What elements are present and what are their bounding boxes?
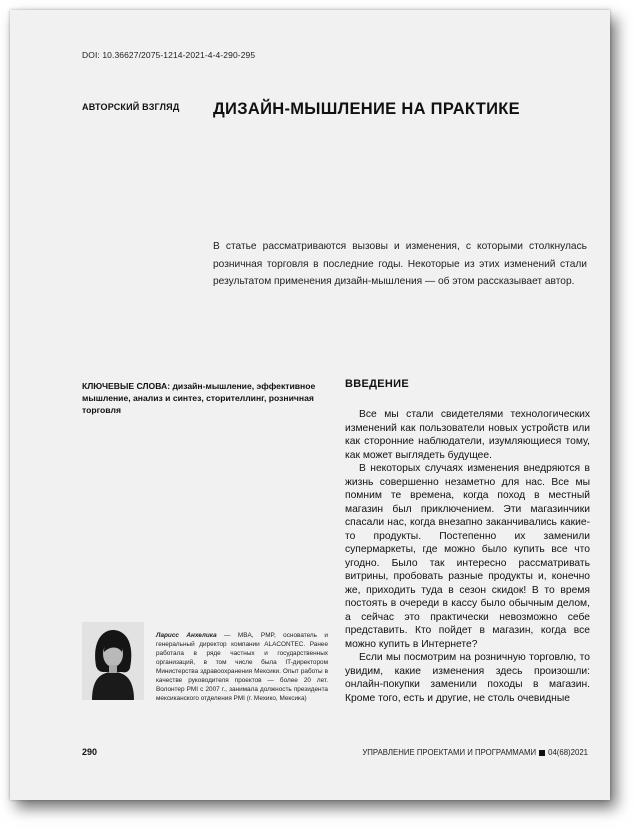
intro-paragraph: В некоторых случаях изменения внедряются в жизнь совершенно незаметно для нас. Все мы помним те времена, когда поход в местный магазин был приключением. Эти магазинчики спасали нас, когда внезапно заканчивались какие-то продукты. Постепенно их заменили супермаркеты, где можно было купить все что угодно. Было так интересно рассматривать витрины, пробовать разные продукты и, конечно же, приходить туда в сезон скидок! В то время постоять в очереди в кассу было обычным делом, а сейчас это практически невозможно себе представить. Кто пойдет в магазин, когда все можно купить в Интернете? xyxy=(345,463,590,650)
journal-name: УПРАВЛЕНИЕ ПРОЕКТАМИ И ПРОГРАММАМИ xyxy=(362,748,537,757)
square-separator-icon xyxy=(539,750,545,756)
journal-page xyxy=(10,10,610,800)
author-bio-text: — MBA, PMP, основатель и генеральный директор компании ALACONTEC. Ранее работала в ряде частных и государственных организаций, в том числе была IT-директором Министерства здравоохранения Мексики. Опыт работы в качестве руководителя проектов — более 20 лет. Волонтер PMI с 2007 г., занимала должность президента мексиканского отделения PMI (г. Мехико, Мексика) xyxy=(156,632,328,702)
intro-body xyxy=(345,408,590,705)
abstract: В статье рассматриваются вызовы и изменения, с которыми столкнулась розничная торговля в последние годы. Некоторые из этих изменений стали результатом применения дизайн-мышления — об этом рассказывает автор. xyxy=(213,241,587,287)
section-label: АВТОРСКИЙ ВЗГЛЯД xyxy=(82,102,180,112)
intro-paragraph: Если мы посмотрим на розничную торговлю, то увидим, какие изменения здесь произошли: онлайн-покупки заменили походы в магазин. Кроме того, есть и другие, не столь очевидные xyxy=(345,652,590,704)
page-number: 290 xyxy=(82,747,98,757)
author-bio xyxy=(156,631,328,703)
intro-paragraph: Все мы стали свидетелями технологических изменений как пользователи новых устройств или как сторонние наблюдатели, изумляющиеся тому, как может выглядеть будущее. xyxy=(345,409,590,461)
author-photo xyxy=(82,622,144,700)
keywords: КЛЮЧЕВЫЕ СЛОВА: дизайн-мышление, эффективное мышление, анализ и синтез, сторителлинг, розничная торговля xyxy=(82,381,316,415)
journal-issue: 04(68)2021 xyxy=(548,748,588,757)
author-name: Ларисс Анхелика xyxy=(156,632,217,639)
journal-footer xyxy=(362,748,588,757)
article-title: ДИЗАЙН-МЫШЛЕНИЕ НА ПРАКТИКЕ xyxy=(213,100,520,118)
doi-line: DOI: 10.36627/2075-1214-2021-4-4-290-295 xyxy=(82,50,256,60)
intro-heading: ВВЕДЕНИЕ xyxy=(345,378,409,390)
